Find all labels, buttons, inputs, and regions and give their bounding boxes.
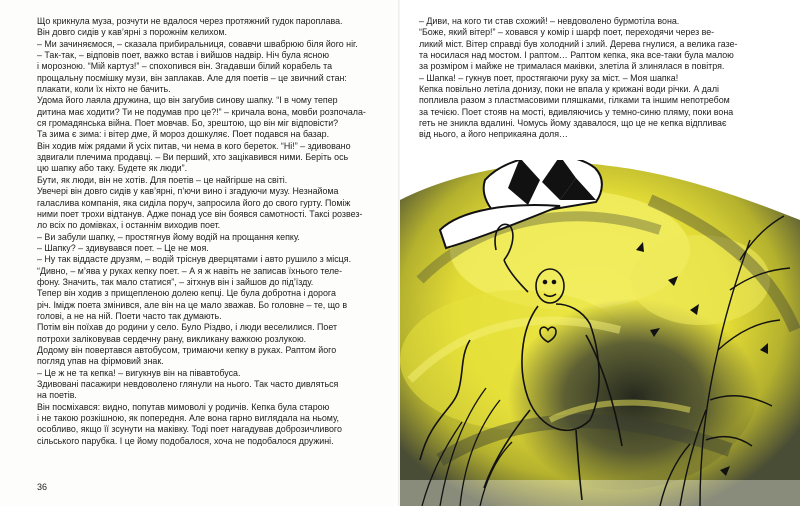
text-line: ними поет трохи відтанув. Адже понад усе він боявся самотності. Таксі розвез- [37,208,363,219]
text-line: особливо, якщо її зсунути на маківку. Тоді поет нагадував доброзичливого [37,424,342,435]
text-line: цю шапку або таку. Будете як люди”. [37,163,188,174]
text-line: – Ви забули шапку, – простягнув йому водій на прощання кепку. [37,231,300,242]
text-line: – Шапку? – здивувався поет. – Це не моя. [37,242,209,253]
text-line: Що крикнула муза, розчути не вдалося через протяжний гудок пароплава. [37,16,343,26]
text-line: дитина має ходити? Ти не подумав про це?!” – кричала вона, мовби розпочала- [37,106,366,117]
text-line: та носилася над мостом. І раптом… Раптом кепка, яка все-таки була малою [419,50,734,61]
text-line: “Боже, який вітер!” – ховався у комір і шарф поет, переходячи через ве- [419,27,715,38]
text-line: Удома його лаяла дружина, що він загубив синову шапку. “І в чому тепер [37,95,338,106]
text-line: плакати, коли їх ніхто не бачить. [37,84,171,95]
illustration [400,160,800,506]
text-line: Потім він поїхав до родини у село. Було Різдво, і люди веселилися. Поет [37,322,338,333]
text-line: Здивовані пасажири невдоволено глянули на нього. Так часто дивляться [37,379,339,389]
text-line: Та зима є зима: і вітер дме, й мороз дошкуляє. Поет подався на базар. [37,129,330,140]
text-line: ся громадянська війна. Поет мовчав. Бо, зрештою, що він міг відповісти? [37,118,339,129]
text-line: сільського парубка. І це йому подобалося, хоча не подобалося дружині. [37,435,334,446]
text-line: за розміром і майже не трималася маківки, злетіла й злинялася в повітря. [419,61,725,72]
page-number: 36 [37,482,48,492]
text-line: геть не зникла вдалині. Чомусь йому здавалося, що це не кепка відпливає [419,118,727,129]
left-page-text [37,16,377,447]
text-line: – Шапка! – гукнув поет, простягаючи руку за міст. – Моя шапка! [419,72,679,83]
text-line: від нього, а його неприкаяна доля… [419,129,568,140]
text-line: погляд упав на фірмовий знак. [37,356,164,367]
text-line: прощальну посмішку музи, він заплакав. Але для поетів – це звичний стан: [37,72,347,83]
text-line: голові, а не на ній. Поети часто так думають. [37,310,222,321]
text-line: Увечері він довго сидів у кав’ярні, п’ючи вино і згадуючи музу. Незнайома [37,186,339,197]
text-line: Тепер він ходив з прищепленою долею кепці. Це була добротна і дорога [37,288,336,299]
text-line: ликий міст. Вітер справді був холодний і злий. Дерева гнулися, а велика газе- [419,38,738,49]
text-line: і не такою розкішною, як попередня. Але вона гарно виглядала на ньому, [37,413,339,424]
text-line: і морозною. “Мій картуз!” – спохопився він. Згадавши білий корабель та [37,61,333,72]
illustration-painting [400,160,800,506]
text-line: Бути, як люди, він не хотів. Для поетів – це найгірше на світі. [37,174,288,185]
text-line: – Це ж не та кепка! – вигукнув він на півавтобуса. [37,367,241,378]
text-line: річ. Імідж поета змінився, але він на це мало зважав. Бо головне – те, що в [37,299,348,310]
text-line: на поетів. [37,390,77,401]
text-line: Він ходив між рядами й усіх питав, чи нема в кого береток. “Ні!” – здивовано [37,140,351,151]
text-line: – Диви, на кого ти став схожий! – невдоволено бурмотіла вона. [419,16,680,26]
text-line: – Ну так віддасте друзям, – водій тріснув дверцятами і авто рушило з місця. [37,254,352,265]
text-line: Кепка повільно летіла донизу, поки не впала у крижані води річки. А далі [419,84,719,95]
text-line: галаслива компанія, яка сиділа поруч, запросила його до свого гурту. Поміж [37,197,351,208]
text-line: Додому він повертався автобусом, тримаючи кепку в руках. Раптом його [37,344,337,355]
text-line: ло всіх по домівках, і останнім виходив поет. [37,220,221,231]
text-line: потрохи заліковував сердечну рану, викликану важкою розлукою. [37,333,307,344]
text-line: здвигали плечима продавці. – Ви перший, хто зацікавився ними. Беріть ось [37,152,349,163]
text-line: “Дивно, – м’ява у руках кепку поет. – А я ж навіть не записав їхнього теле- [37,265,343,276]
text-line: Він посміхався: видно, попутав мимоволі у родичів. Кепка була старою [37,401,330,412]
text-line: фону. Значить, так мало статися”, – зітхнув він і зайшов до під’їзду. [37,276,314,287]
text-line: Він довго сидів у кав’ярні з порожнім келихом. [37,27,227,38]
text-line: – Так-так, – відповів поет, важко встав і вийшов надвір. Ніч була ясною [37,50,329,61]
text-line: – Ми зачиняємося, – сказала прибиральниця, совавчи швабрюю біля його ніг. [37,38,358,49]
text-line: попливла разом з пластмасовими пляшками, гілками та іншим непотребом [419,95,730,106]
right-page-text [419,16,762,141]
text-line: за течією. Поет стояв на мості, вдивляючись у темно-синю пляму, поки вона [419,106,734,117]
